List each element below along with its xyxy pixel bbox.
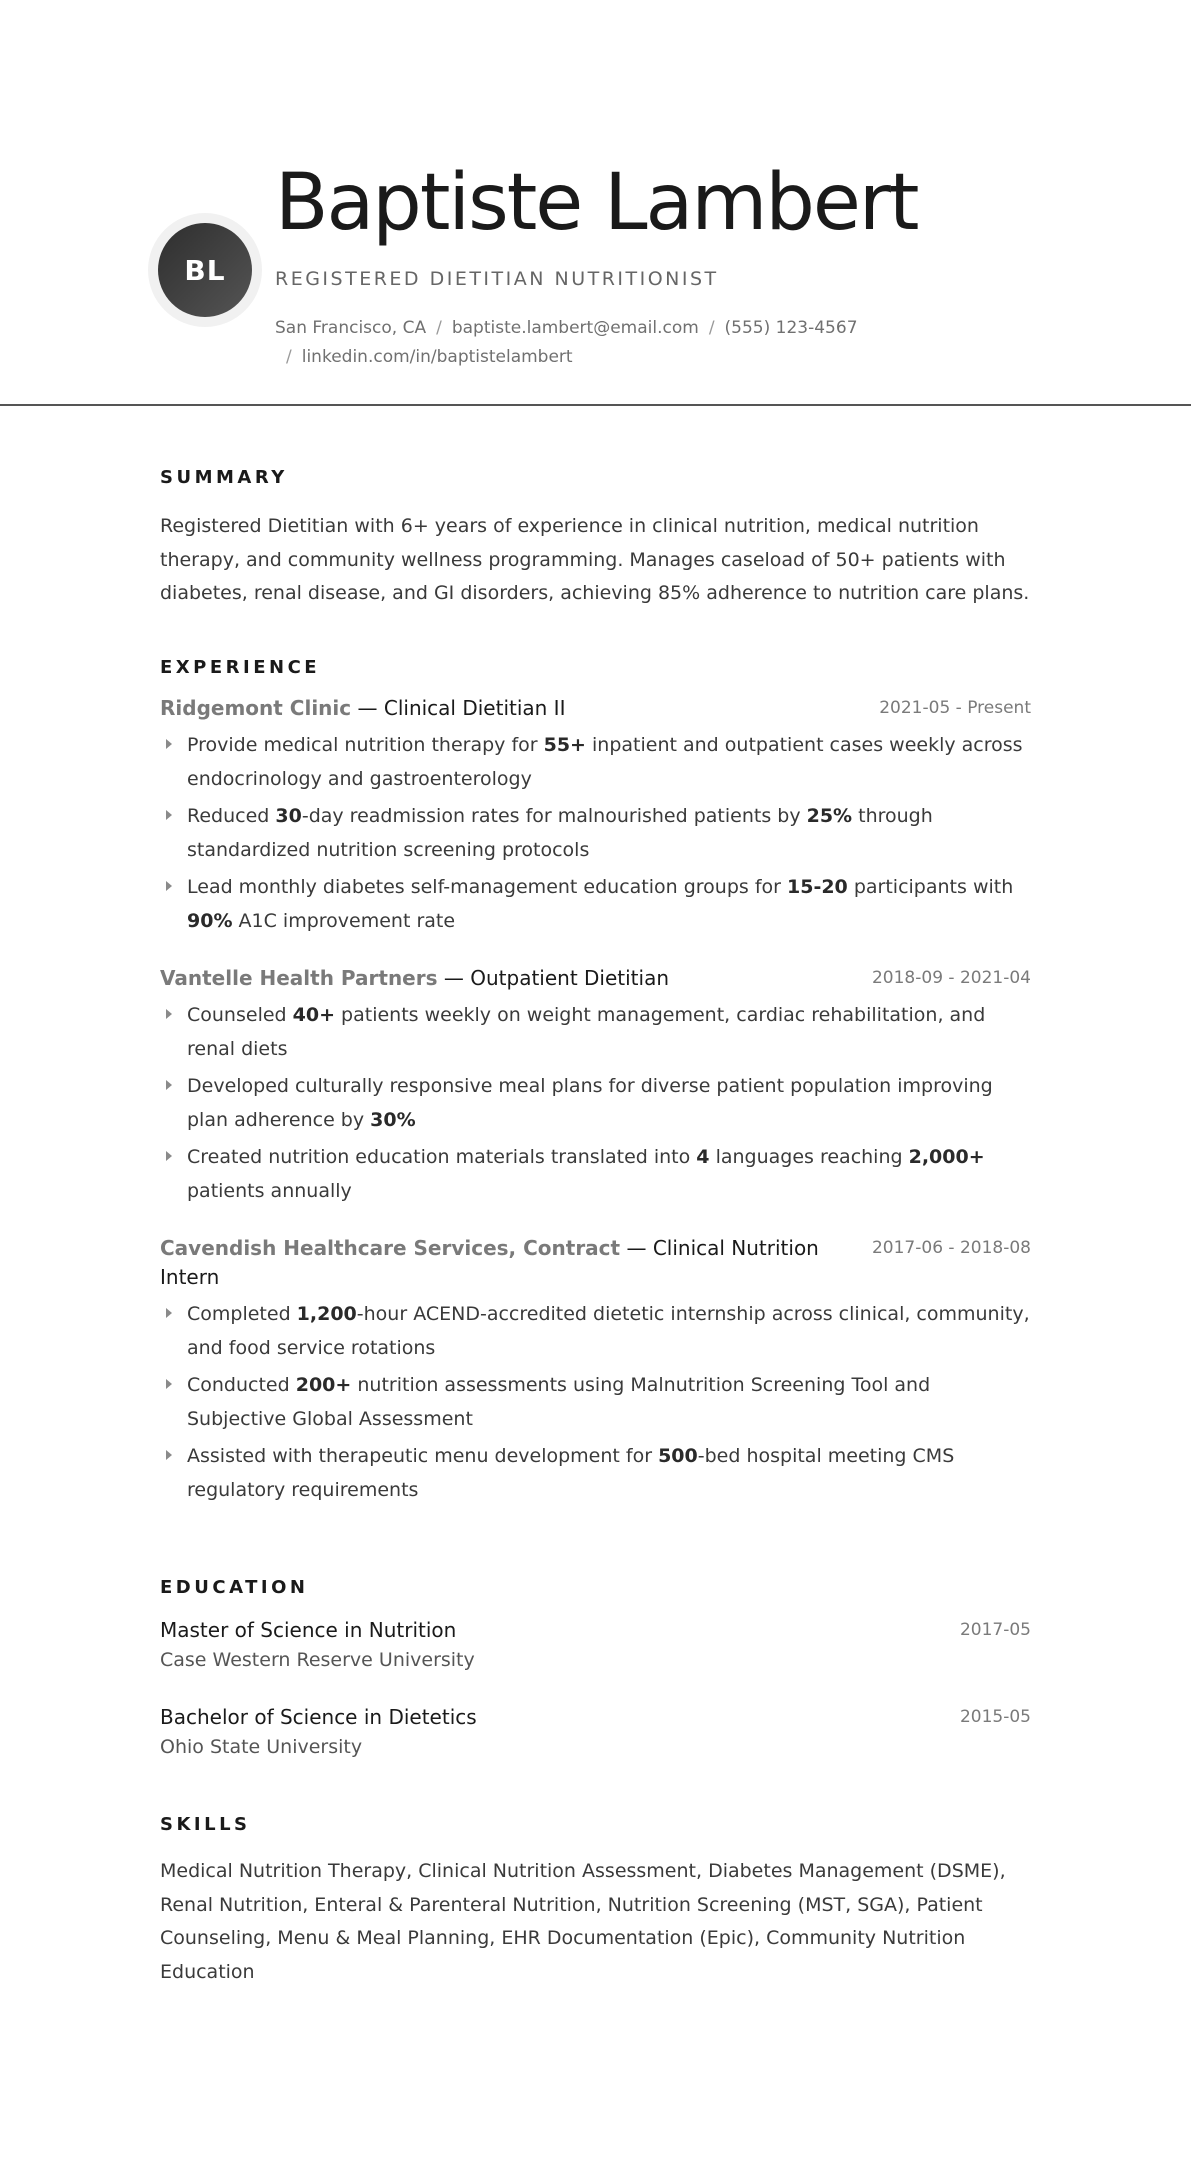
header-text: [275, 158, 1031, 372]
summary-section: [160, 466, 1031, 611]
education-school: Ohio State University: [160, 1736, 363, 1758]
candidate-name: Baptiste Lambert: [275, 158, 918, 248]
avatar: BL: [158, 223, 252, 317]
bullet-highlight: 4: [696, 1146, 710, 1168]
education-date: 2015-05: [959, 1707, 1031, 1727]
job-title-line: [160, 964, 669, 993]
bullet-highlight: 2,000+: [908, 1146, 985, 1168]
job-dates: 2018-09 - 2021-04: [871, 968, 1031, 988]
skills-section: [160, 1813, 1031, 1989]
job-entry: [160, 964, 1031, 1208]
contact-info: [275, 314, 1031, 372]
job-bullets: [160, 729, 1031, 938]
skills-text: Medical Nutrition Therapy, Clinical Nutrition Assessment, Diabetes Management (DSME), Renal Nutrition, Enteral & Parenteral Nutrition, Nutrition Screening (MST, SGA), Patient Counseling, Menu & Meal Planning, EHR Documentation (Epic), Community Nutrition Education: [160, 1860, 1006, 1983]
education-degree: Master of Science in Nutrition: [160, 1618, 457, 1642]
bullet-caret-icon: [166, 1151, 172, 1161]
avatar-ring: [148, 213, 262, 327]
summary-text: Registered Dietitian with 6+ years of experience in clinical nutrition, medical nutrition therapy, and community wellness programming. Manages caseload of 50+ patients with diabetes, renal disease, and GI disorders, achieving 85% adherence to nutrition care plans.: [160, 515, 1030, 604]
job-company: Cavendish Healthcare Services, Contract: [160, 1236, 621, 1260]
job-bullet: Created nutrition education materials translated into 4 languages reaching 2,000+ patients annually: [160, 1141, 1031, 1208]
job-bullet: Provide medical nutrition therapy for 55+ inpatient and outpatient cases weekly across endocrinology and gastroenterology: [160, 729, 1031, 796]
job-bullets: [160, 999, 1031, 1208]
section-title-experience: EXPERIENCE: [160, 657, 321, 678]
job-bullet: Reduced 30-day readmission rates for malnourished patients by 25% through standardized nutrition screening protocols: [160, 800, 1031, 867]
bullet-caret-icon: [166, 1308, 172, 1318]
resume-header: [160, 0, 1031, 405]
education-entry: [160, 1616, 1031, 1675]
contact-separator: /: [286, 347, 292, 367]
job-header: [160, 694, 1031, 723]
contact-line-1: [275, 314, 1031, 343]
header-divider: [0, 404, 1191, 406]
bullet-highlight: 200+: [295, 1374, 352, 1396]
bullet-caret-icon: [166, 1080, 172, 1090]
job-dash: —: [351, 696, 384, 720]
bullet-caret-icon: [166, 1379, 172, 1389]
bullet-highlight: 30%: [370, 1108, 416, 1131]
bullet-highlight: 1,200: [296, 1303, 357, 1325]
job-dates: 2017-06 - 2018-08: [871, 1238, 1031, 1258]
contact-location: San Francisco, CA: [275, 318, 427, 338]
section-title-education: EDUCATION: [160, 1577, 309, 1598]
job-role: Outpatient Dietitian: [470, 966, 670, 990]
education-section: [160, 1576, 1031, 1762]
bullet-highlight: 15-20: [787, 876, 848, 898]
job-header: [160, 964, 1031, 993]
section-title-skills: SKILLS: [160, 1814, 251, 1835]
education-details: [160, 1703, 477, 1762]
bullet-highlight: 30: [275, 805, 302, 827]
bullet-caret-icon: [166, 1009, 172, 1019]
job-bullet: Developed culturally responsive meal plans for diverse patient population improving plan adherence by 30%: [160, 1070, 1031, 1137]
contact-linkedin[interactable]: linkedin.com/in/baptistelambert: [301, 347, 573, 367]
bullet-highlight: 55+: [543, 734, 586, 756]
job-bullet: Assisted with therapeutic menu development for 500-bed hospital meeting CMS regulatory requirements: [160, 1440, 1031, 1507]
education-date: 2017-05: [959, 1620, 1031, 1640]
job-title-line: [160, 694, 565, 723]
bullet-caret-icon: [166, 739, 172, 749]
bullet-caret-icon: [166, 1450, 172, 1460]
job-dates: 2021-05 - Present: [879, 698, 1031, 718]
job-entry: [160, 694, 1031, 938]
job-bullets: [160, 1298, 1031, 1507]
education-details: [160, 1616, 475, 1675]
bullet-highlight: 500: [658, 1445, 698, 1467]
experience-section: [160, 656, 1031, 1511]
job-bullet: Completed 1,200-hour ACEND-accredited dietetic internship across clinical, community, and food service rotations: [160, 1298, 1031, 1365]
job-bullet: Counseled 40+ patients weekly on weight management, cardiac rehabilitation, and renal diets: [160, 999, 1031, 1066]
job-company: Ridgemont Clinic: [160, 696, 352, 720]
bullet-highlight: 90%: [187, 909, 233, 932]
job-role: Clinical Nutrition Intern: [160, 1236, 819, 1289]
education-entry: [160, 1703, 1031, 1762]
job-bullet: Lead monthly diabetes self-management education groups for 15-20 participants with 90% A1C improvement rate: [160, 871, 1031, 938]
job-entry: [160, 1234, 1031, 1507]
job-dash: —: [620, 1236, 653, 1260]
bullet-caret-icon: [166, 881, 172, 891]
contact-line-2: [275, 343, 1031, 372]
contact-phone: (555) 123-4567: [724, 318, 858, 338]
bullet-highlight: 40+: [292, 1004, 336, 1026]
contact-email[interactable]: baptiste.lambert@email.com: [451, 318, 699, 338]
bullet-highlight: 25%: [806, 805, 853, 827]
candidate-title: REGISTERED DIETITIAN NUTRITIONIST: [275, 268, 719, 290]
education-school: Case Western Reserve University: [160, 1649, 475, 1671]
contact-separator: /: [436, 318, 442, 338]
job-role: Clinical Dietitian II: [383, 696, 566, 720]
education-degree: Bachelor of Science in Dietetics: [160, 1705, 477, 1729]
job-title-line: [160, 1234, 820, 1292]
job-bullet: Conducted 200+ nutrition assessments using Malnutrition Screening Tool and Subjective Global Assessment: [160, 1369, 1031, 1436]
bullet-caret-icon: [166, 810, 172, 820]
job-company: Vantelle Health Partners: [160, 966, 438, 990]
section-title-summary: SUMMARY: [160, 467, 288, 488]
contact-separator: /: [708, 318, 715, 338]
job-dash: —: [437, 966, 471, 990]
job-header: [160, 1234, 1031, 1292]
